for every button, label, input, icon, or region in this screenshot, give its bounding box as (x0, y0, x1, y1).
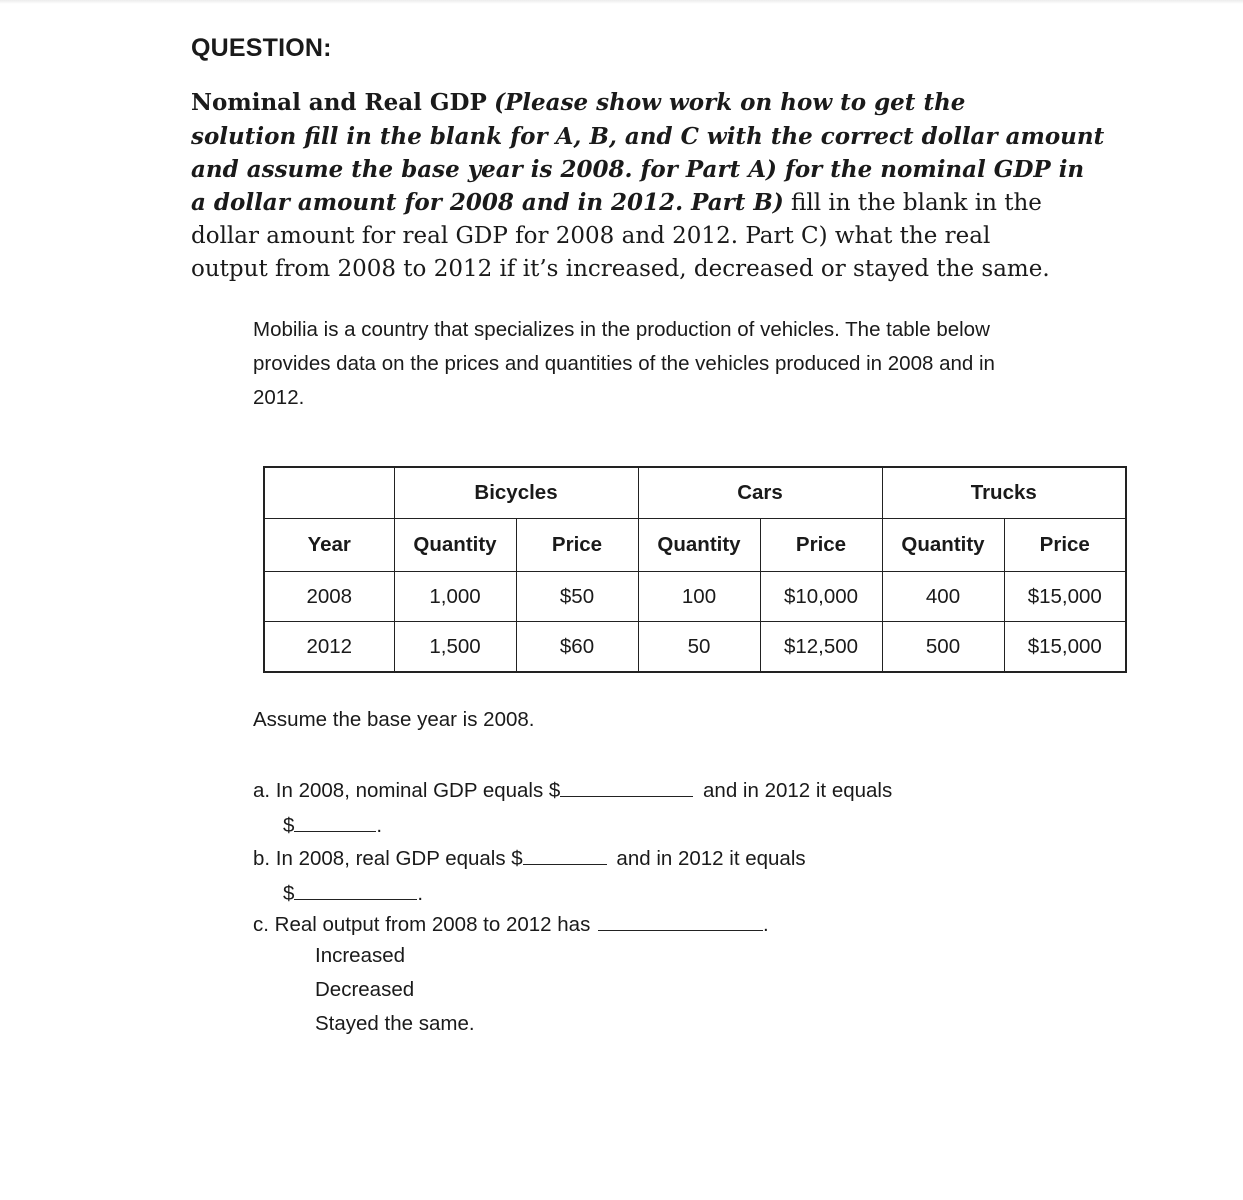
table-cell: $50 (516, 572, 638, 622)
table-cell: $10,000 (760, 572, 882, 622)
table-group-row (264, 467, 1126, 519)
intro-line-4-italic: a dollar amount for 2008 and in 2012. Part B) (191, 189, 784, 216)
question-intro (191, 86, 1105, 286)
table-cell: 1,000 (394, 572, 516, 622)
intro-instructions-1: (Please show work on how to get the (494, 89, 966, 116)
question-b-mid-text: and in 2012 it equals (616, 847, 806, 870)
option-decreased[interactable]: Decreased (315, 978, 415, 1001)
option-increased[interactable]: Increased (315, 944, 406, 967)
intro-title: Nominal and Real GDP (191, 89, 487, 116)
question-heading: QUESTION: (191, 34, 332, 62)
answer-c-blank[interactable] (598, 910, 763, 931)
dollar-sign: $ (283, 814, 295, 837)
intro-line-3: and assume the base year is 2008. for Part A) for the nominal GDP in (191, 156, 1085, 183)
period: . (376, 814, 383, 837)
table-cell: 2012 (264, 622, 394, 673)
table-header-row (264, 519, 1126, 572)
table-row (264, 572, 1126, 622)
answer-a-2008-blank[interactable] (560, 776, 693, 797)
group-header-trucks: Trucks (882, 467, 1126, 519)
base-year-note: Assume the base year is 2008. (253, 708, 535, 731)
column-header: Price (516, 519, 638, 572)
table-cell: 500 (882, 622, 1004, 673)
table-row (264, 622, 1126, 673)
question-a-mid-text: and in 2012 it equals (703, 779, 893, 802)
column-header: Price (1004, 519, 1126, 572)
question-a (253, 776, 892, 803)
table-cell: 50 (638, 622, 760, 673)
question-c (253, 910, 769, 937)
table-cell: $12,500 (760, 622, 882, 673)
question-a-second-line (283, 811, 382, 838)
top-edge (0, 0, 1243, 4)
table-cell: 100 (638, 572, 760, 622)
answer-b-2008-blank[interactable] (523, 844, 607, 865)
vehicle-data-table (263, 466, 1127, 673)
intro-line-4-rest: fill in the blank in the (791, 190, 1042, 216)
column-header: Quantity (394, 519, 516, 572)
option-stayed-same[interactable]: Stayed the same. (315, 1012, 475, 1035)
table-cell: 1,500 (394, 622, 516, 673)
column-header: Quantity (882, 519, 1004, 572)
dollar-sign: $ (283, 882, 295, 905)
period: . (763, 913, 769, 936)
column-header: Year (264, 519, 394, 572)
answer-a-2012-blank[interactable] (294, 811, 376, 832)
answer-b-2012-blank[interactable] (294, 879, 417, 900)
intro-line-5: dollar amount for real GDP for 2008 and 2012. Part C) what the real (191, 223, 991, 249)
group-header-cars: Cars (638, 467, 882, 519)
period: . (417, 882, 424, 905)
table-cell: 2008 (264, 572, 394, 622)
question-c-text: c. Real output from 2008 to 2012 has (253, 913, 591, 936)
group-header-bicycles: Bicycles (394, 467, 638, 519)
table-cell: $15,000 (1004, 572, 1126, 622)
question-b-text: b. In 2008, real GDP equals $ (253, 847, 523, 870)
problem-description: Mobilia is a country that specializes in the production of vehicles. The table below provides data on the prices and quantities of the vehicles produced in 2008 and in 2012. (253, 318, 995, 409)
table-cell: $60 (516, 622, 638, 673)
question-a-text: a. In 2008, nominal GDP equals $ (253, 779, 561, 802)
question-b (253, 844, 806, 871)
table-corner-cell (264, 467, 394, 519)
question-b-second-line (283, 879, 423, 906)
table-cell: $15,000 (1004, 622, 1126, 673)
column-header: Quantity (638, 519, 760, 572)
intro-line-4 (191, 186, 1042, 220)
intro-line-6: output from 2008 to 2012 if it’s increased, decreased or stayed the same. (191, 256, 1050, 282)
column-header: Price (760, 519, 882, 572)
table-cell: 400 (882, 572, 1004, 622)
intro-line-2: solution fill in the blank for A, B, and C with the correct dollar amount (191, 123, 1105, 150)
intro-line-1 (191, 86, 1021, 120)
